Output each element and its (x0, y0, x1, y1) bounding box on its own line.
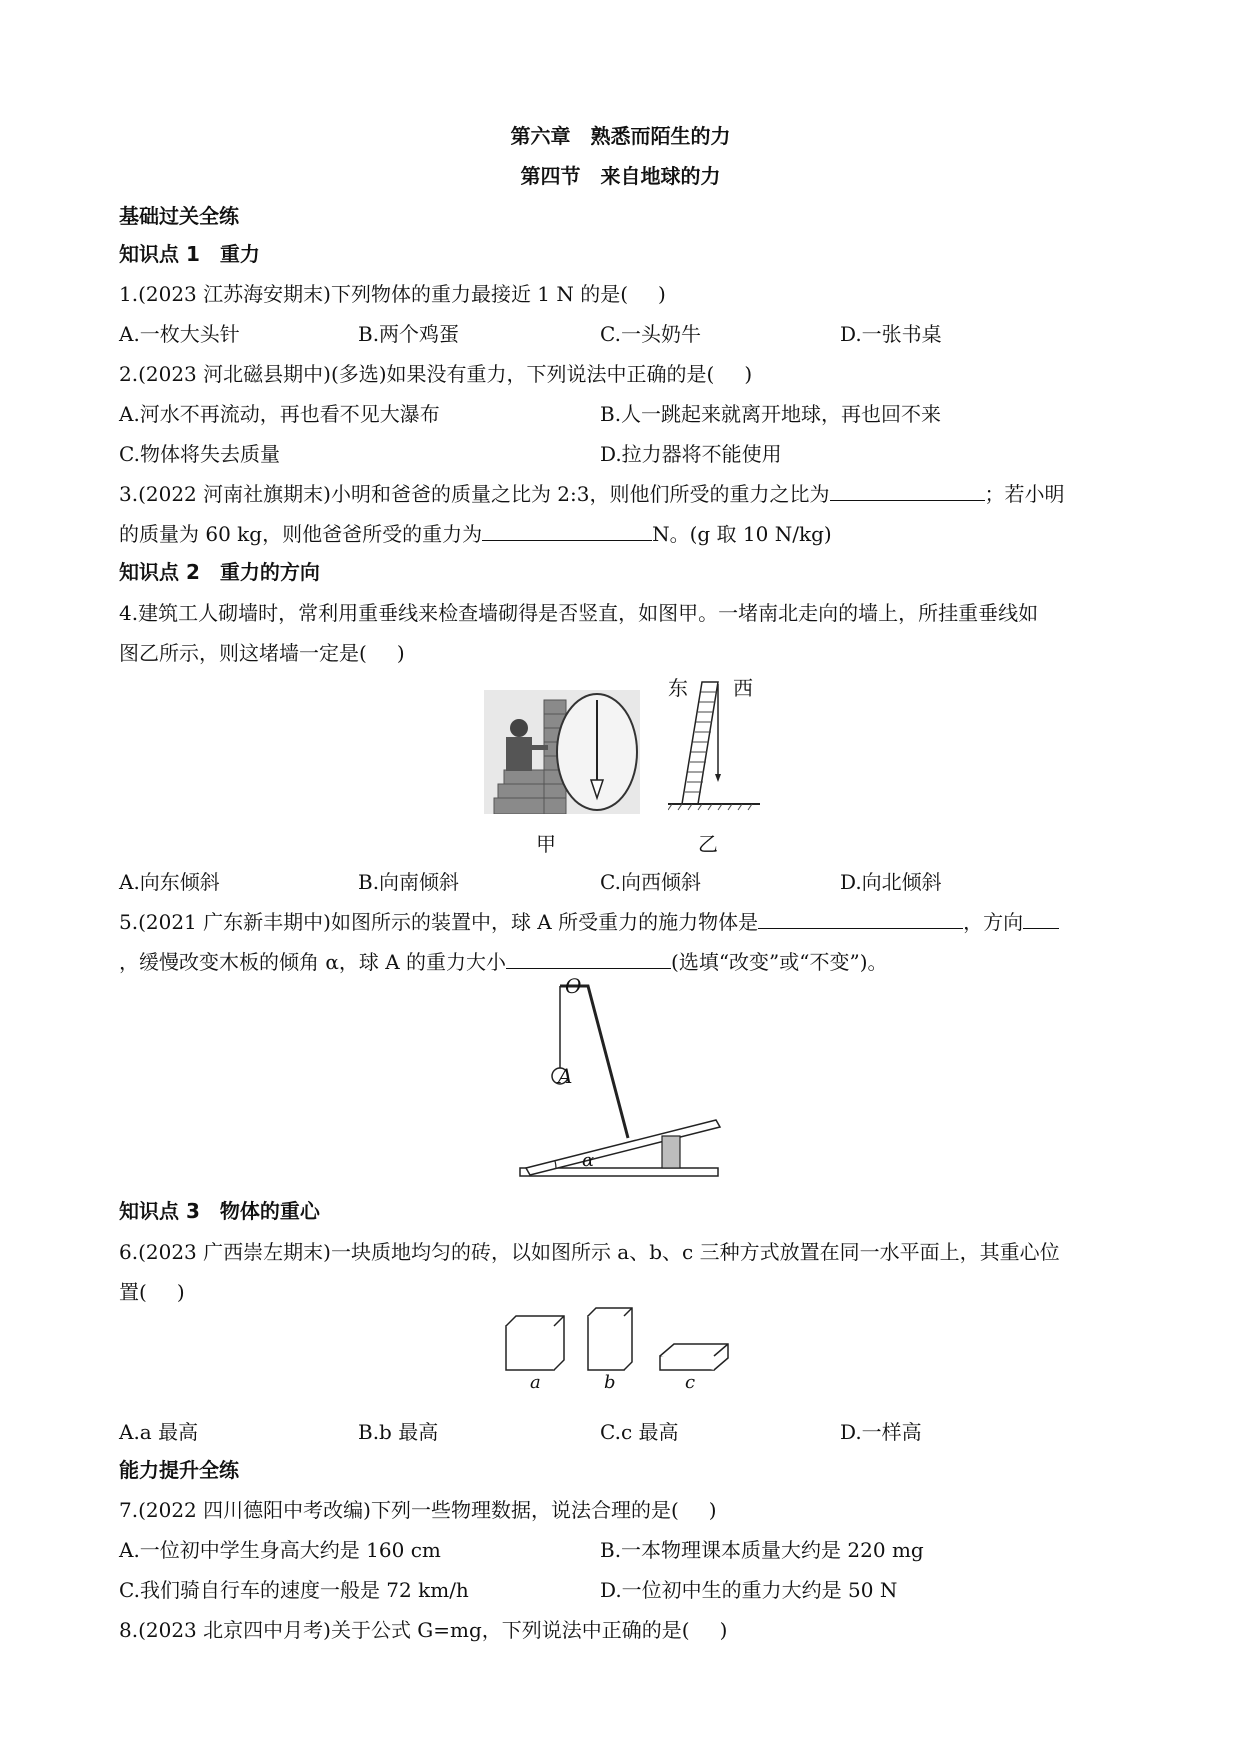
figure-yi-wall (668, 680, 764, 812)
q7-option-c[interactable]: C.我们骑自行车的速度一般是 72 km/h (119, 1578, 469, 1602)
question-6-line-2: 置( ) (119, 1280, 185, 1304)
figure-yi-label: 乙 (698, 832, 718, 856)
fill-blank-weight[interactable] (482, 520, 652, 541)
q2-option-c[interactable]: C.物体将失去质量 (119, 442, 280, 466)
q1-option-a[interactable]: A.一枚大头针 (119, 322, 240, 346)
q7-option-a[interactable]: A.一位初中学生身高大约是 160 cm (119, 1538, 441, 1562)
part1-heading: 基础过关全练 (119, 204, 239, 228)
q4-option-a[interactable]: A.向东倾斜 (119, 870, 220, 894)
question-8-stem: 8.(2023 北京四中月考)关于公式 G=mg，下列说法中正确的是( ) (119, 1618, 728, 1642)
section-title: 第四节 来自地球的力 (520, 164, 721, 188)
angle-alpha-label: α (582, 1150, 595, 1171)
question-2-stem: 2.(2023 河北磁县期中)(多选)如果没有重力，下列说法中正确的是( ) (119, 362, 753, 386)
question-4-line-2: 图乙所示，则这堵墙一定是( ) (119, 641, 405, 665)
q6-option-a[interactable]: A.a 最高 (119, 1420, 199, 1444)
question-4-line-1: 4.建筑工人砌墙时，常利用重垂线来检查墙砌得是否竖直，如图甲。一堵南北走向的墙上，所挂重垂线如 (119, 601, 1039, 625)
q4-option-d[interactable]: D.向北倾斜 (840, 870, 942, 894)
q2-option-d[interactable]: D.拉力器将不能使用 (600, 442, 782, 466)
question-5-line-1: 5.(2021 广东新丰期中)如图所示的装置中，球 A 所受重力的施力物体是 ，方向 (119, 906, 1059, 935)
knowledge-point-1: 知识点 1 重力 (119, 242, 260, 266)
brick-c-label: c (685, 1372, 696, 1393)
fill-blank-magnitude[interactable] (506, 948, 671, 969)
figure-jia-label: 甲 (536, 832, 556, 856)
q7-option-b[interactable]: B.一本物理课本质量大约是 220 mg (600, 1538, 924, 1562)
question-1-stem: 1.(2023 江苏海安期末)下列物体的重力最接近 1 N 的是( ) (119, 282, 666, 306)
q6-option-b[interactable]: B.b 最高 (358, 1420, 439, 1444)
question-7-stem: 7.(2022 四川德阳中考改编)下列一些物理数据，说法合理的是( ) (119, 1498, 717, 1522)
q2-option-b[interactable]: B.人一跳起来就离开地球，再也回不来 (600, 402, 942, 426)
q1-option-d[interactable]: D.一张书桌 (840, 322, 942, 346)
question-1-text: 1.(2023 江苏海安期末)下列物体的重力最接近 1 N 的是( (119, 282, 629, 306)
point-o-label: O (565, 974, 582, 998)
question-3-line-1: 3.(2022 河南社旗期末)小明和爸爸的质量之比为 2:3，则他们所受的重力之比为 ；若小明 (119, 482, 1065, 506)
question-3-line-2: 的质量为 60 kg，则他爸爸所受的重力为 N。(g 取 10 N/kg) (119, 522, 832, 546)
q4-option-b[interactable]: B.向南倾斜 (358, 870, 460, 894)
part2-heading: 能力提升全练 (119, 1458, 239, 1482)
q6-option-d[interactable]: D.一样高 (840, 1420, 922, 1444)
direction-east: 东 (668, 676, 688, 700)
knowledge-point-3: 知识点 3 物体的重心 (119, 1199, 320, 1223)
figure-inclined-board (516, 976, 726, 1182)
q1-option-b[interactable]: B.两个鸡蛋 (358, 322, 460, 346)
question-5-line-2: ，缓慢改变木板的倾角 α，球 A 的重力大小 (选填“改变”或“不变”)。 (119, 950, 888, 974)
brick-b-label: b (604, 1372, 616, 1393)
chapter-title: 第六章 熟悉而陌生的力 (510, 124, 731, 148)
direction-west: 西 (733, 676, 753, 700)
figure-jia-worker (484, 690, 640, 814)
ball-a-label: A (558, 1064, 573, 1088)
fill-blank-ratio[interactable] (830, 480, 985, 501)
q4-option-c[interactable]: C.向西倾斜 (600, 870, 701, 894)
q2-option-a[interactable]: A.河水不再流动，再也看不见大瀑布 (119, 402, 440, 426)
question-6-line-1: 6.(2023 广西崇左期末)一块质地均匀的砖，以如图所示 a、b、c 三种方式放置在同一水平面上，其重心位 (119, 1240, 1060, 1264)
q7-option-d[interactable]: D.一位初中生的重力大约是 50 N (600, 1578, 898, 1602)
fill-blank-source[interactable] (758, 908, 963, 929)
knowledge-point-2: 知识点 2 重力的方向 (119, 560, 320, 584)
q6-option-c[interactable]: C.c 最高 (600, 1420, 679, 1444)
brick-a-label: a (530, 1372, 541, 1393)
fill-blank-direction[interactable] (1023, 908, 1059, 929)
q1-option-c[interactable]: C.一头奶牛 (600, 322, 701, 346)
